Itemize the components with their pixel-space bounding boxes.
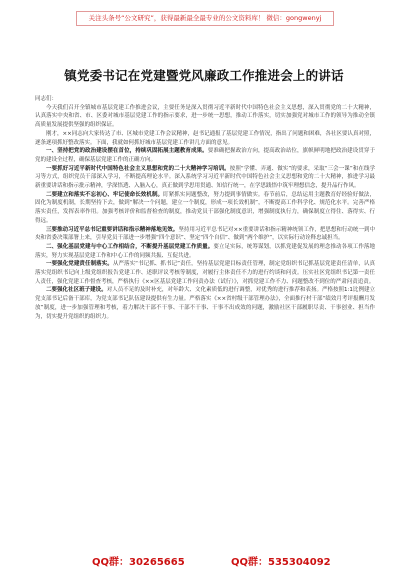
paragraph-intro — [35, 104, 375, 130]
subsection-heading-text: 一要抓好习近平新时代中国特色社会主义思想和党的二十大精神学习培训。 — [46, 165, 230, 172]
promo-banner: 关注头条号“公文研究”，获得最新最全最专业的公文资料库！ 微信：gongwenyj — [76, 11, 334, 26]
subsection-heading-text: 三要推动习近平总书记重要讲话和指示精神落地见效。 — [46, 226, 179, 233]
subsection-1-1 — [35, 165, 375, 191]
subsection-heading-text: 一要强化党建责任制落实。 — [46, 261, 113, 268]
subsection-2-1 — [35, 260, 375, 286]
paragraph-text: 坚持用习近平总书记对××重要讲话和指示精神统领工作，把思想和行动统一到中央和省委决策部署上来，引导党员干部进一步增强“四个意识”、坚定“四个自信”、做到“两个维护”，以实际行动诠释忠诚担当。 — [35, 226, 375, 242]
paragraph-text: 今天我们召开全镇城市基层党建工作推进会议，主要任务是深入贯彻习近平新时代中国特色社会主义思想，深入贯彻党的二十大精神，认真落实中央和省、市、区委对城市基层党建工作的指示要求，进一步统一思想，推动工作落实，切实加强党对城市工作的领导为推动全镇高质量发展提供坚强的组织保证。 — [35, 104, 375, 129]
paragraph-text: 从严落实“书记抓、抓书记”责任，坚持基层党建目标责任管理，制定党组织书记抓基层党建责任清单，认真落实党组织书记向上级党组织报告党建工作、述职评议考核等制度，对履行主体责任不力的进行约谈和问责。压实社区党组织书记第一责任人责任，强化党建工作督查考核，严格执行《××区基层党建工作问责办法（试行）》，对抓党建工作不力、问题整改不到位的严肃问责追责。 — [35, 261, 375, 285]
section-heading-1 — [35, 147, 375, 164]
paragraph-text: 盯紧抓实问题整改，努力提到事情做实。春节前后，总结运用主题教育好经验好做法，固化为制度机制，长期坚持下去，做到“解决一个问题，建立一个制度，形成一项长效机制”，不断提高工作科学化、规范化水平。完善严格落实责任，发挥表率作用。加强考核评价和监督检查的制度，推动党员干部强化制度意识，增强制度执行力，确保制度立得住、落得实、行得远。 — [35, 191, 375, 224]
document-title: 镇党委书记在党建暨党风廉政工作推进会上的讲话 — [64, 68, 344, 83]
section-heading-text: 二、强化基层党建与中心工作相结合，不断提升基层党建工作质量。 — [46, 243, 214, 250]
paragraph-text: 按照“学懂、弄通、做实”的要求，采取“三会一课”和在线学习等方式，组织党员干部深入学习，不断提高理论水平。深入系统学习习近平新时代中国特色社会主义思想和党的二十大精神，推进学习最新重要讲话和指示批示精神，学深悟透、入脑入心，真正做到学思用贯通、知信行统一，在学思践悟中筑牢理想信念，提升品行作风。 — [35, 165, 375, 190]
paragraph-context — [35, 130, 375, 147]
paragraph-text: 刚才，××同志向大家传达了市、区城市党建工作会议精神，赵书记通报了基层党建工作情况，指出了问题和困难，各社区要认真对照，逐条逐项抓好整改落实。下面，我就如何抓好城市基层党建工作讲几方面的意见。 — [35, 130, 375, 146]
section-heading-text: 一、坚持把党的政治建设摆在首位，持续巩固拓展主题教育成果。 — [46, 148, 208, 155]
paragraph-text: 对人员不足的及时补充，对年龄大、文化素质低的进行调整，对优秀的进行推荐和表扬。严格按照1:1比例建立党支部书记后备干部库，为党支部书记队伍建设提供有生力量。严格落实《××省村级干部管理办法》，全面推行村干部“绩效月考评报酬月发放”制度，进一步加强管理和考核，着力解决干部不干事、干部不干事、干事不出成效的问题，激励社区干部履职尽责、干事创业、担当作为，切实提升党组织的组织力。 — [35, 287, 375, 320]
document-body — [35, 95, 375, 531]
section-heading-2 — [35, 243, 375, 260]
subsection-heading-text: 二要强化社区班子建设。 — [46, 287, 107, 294]
subsection-1-2 — [35, 191, 375, 226]
subsection-heading-text: 二要建立和落实不忘初心、牢记使命长效机制。 — [46, 191, 164, 198]
qq-group-2: QQ群：535304092 — [231, 557, 331, 568]
paragraph-text: 要准确把握政治方向，提高政治站位，旗帜鲜明地把政治建设贯穿于党的建设全过程，确保基层党建工作的正确方向。 — [35, 148, 375, 163]
subsection-1-3 — [35, 226, 375, 243]
paragraph-text: 要立足实际，统筹谋划，以抓党建促发展的理念推动各项工作落地落实，努力实现基层党建工作和中心工作的同频共振、互促共进。 — [35, 243, 375, 259]
subsection-2-2 — [35, 286, 375, 321]
salutation: 同志们： — [35, 96, 58, 102]
qq-group-1: QQ群：30265665 — [92, 557, 185, 568]
